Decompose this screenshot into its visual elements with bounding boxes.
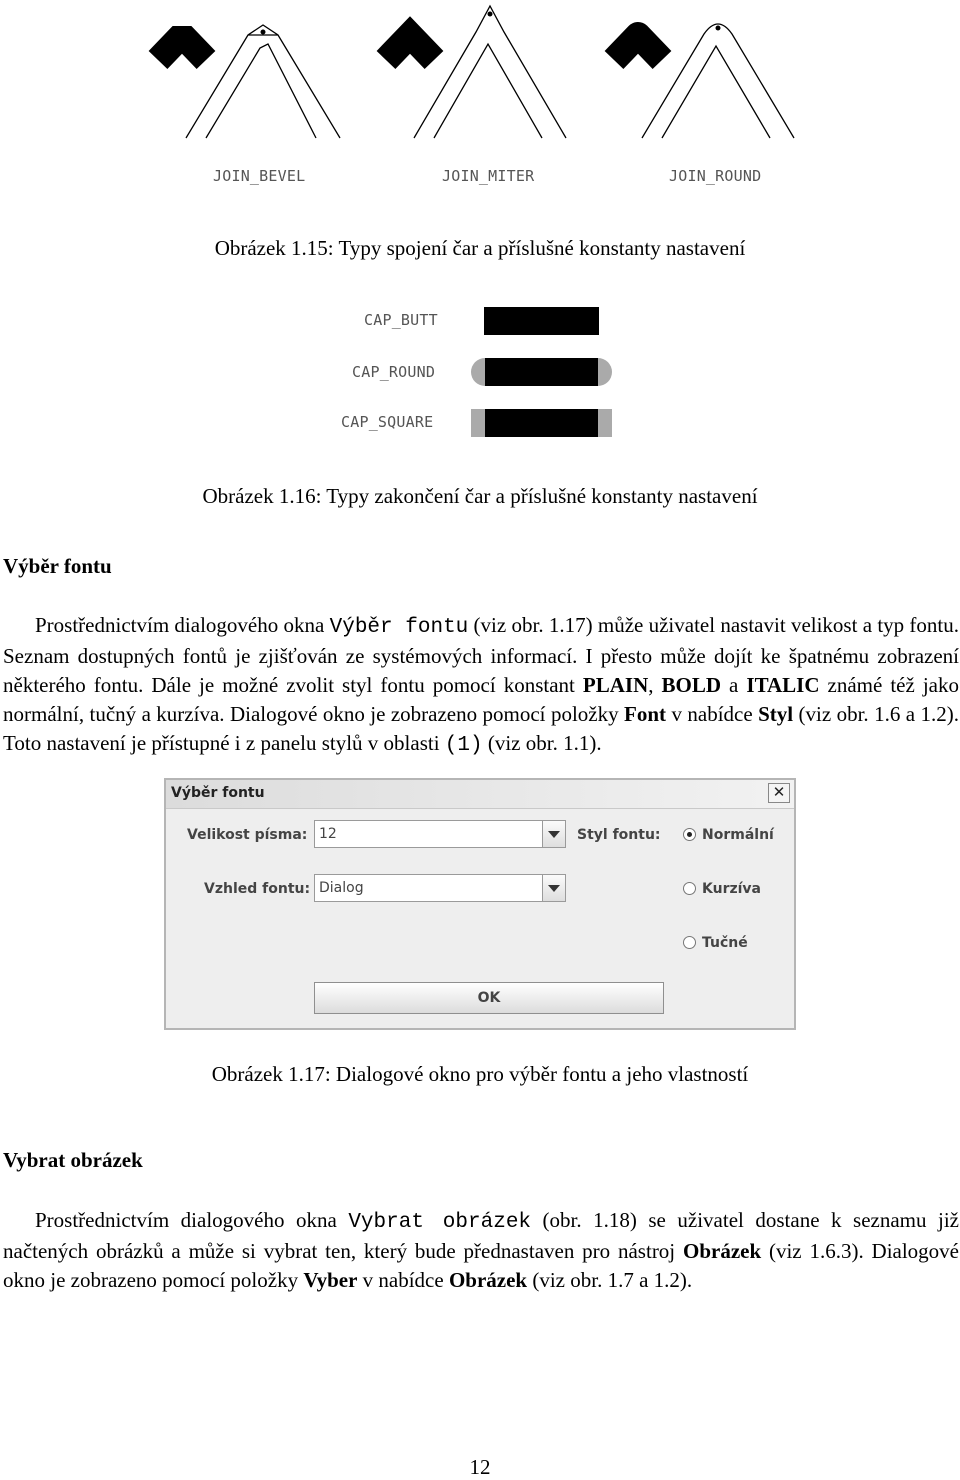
- code-vyber-fontu: Výběr fontu: [329, 616, 469, 639]
- font-size-combo[interactable]: [314, 820, 566, 848]
- join-types-figure: [140, 0, 830, 160]
- image-paragraph: Prostřednictvím dialogového okna Vybrat obrázek (obr. 1.18) se uživatel dostane k seznamu již načtených obrázků a může si vybrat ten, který bude přednastaven pro nástroj Obrázek (viz 1.6.3). Dialogové okno je zobrazeno pomocí položky Vyber v nabídce Obrázek (viz obr. 1.7 a 1.2).: [3, 1208, 960, 1292]
- cap-square-label: CAP_SQUARE: [341, 413, 434, 431]
- radio-italic[interactable]: [683, 882, 696, 895]
- chevron-down-icon[interactable]: [542, 875, 565, 901]
- close-icon[interactable]: ✕: [768, 783, 790, 803]
- font-size-value: 12: [319, 826, 337, 842]
- dialog-title-bar: [166, 780, 794, 809]
- cap-butt-label: CAP_BUTT: [364, 311, 438, 329]
- join-miter-label: JOIN_MITER: [442, 167, 535, 185]
- join-miter-outline: [414, 6, 566, 138]
- radio-bold-label[interactable]: Tučné: [702, 935, 748, 951]
- cap-round-bar: [485, 358, 598, 386]
- font-style-label: Styl fontu:: [577, 827, 661, 843]
- join-miter-thick-line: [386, 35, 434, 60]
- cap-butt-bar: [484, 307, 599, 335]
- join-round-label: JOIN_ROUND: [669, 167, 762, 185]
- code-vybrat-obrazek: Vybrat obrázek: [348, 1211, 532, 1234]
- radio-normal-label[interactable]: Normální: [702, 827, 774, 843]
- section-heading-font: Výběr fontu: [3, 554, 112, 578]
- radio-bold[interactable]: [683, 936, 696, 949]
- font-look-combo[interactable]: [314, 874, 566, 902]
- join-round-thick-line: [614, 35, 662, 60]
- chevron-down-icon[interactable]: [542, 821, 565, 847]
- join-bevel-outline: [186, 25, 340, 138]
- section-heading-image: Vybrat obrázek: [3, 1148, 143, 1172]
- join-bevel-label: JOIN_BEVEL: [213, 167, 306, 185]
- figure-16-caption: Obrázek 1.16: Typy zakončení čar a příslušné konstanty nastavení: [202, 484, 758, 508]
- join-round-outline: [642, 24, 794, 138]
- join-bevel-thick-line: [158, 35, 206, 60]
- page-number: 12: [469, 1455, 491, 1479]
- font-dialog: [164, 778, 796, 1030]
- figure-17-caption: Obrázek 1.17: Dialogové okno pro výběr fontu a jeho vlastností: [211, 1062, 749, 1086]
- figure-15-caption: Obrázek 1.15: Typy spojení čar a příslušné konstanty nastavení: [214, 236, 746, 260]
- font-size-label: Velikost písma:: [187, 827, 308, 843]
- ok-button[interactable]: OK: [314, 982, 664, 1014]
- font-look-value: Dialog: [319, 880, 364, 896]
- radio-italic-label[interactable]: Kurzíva: [702, 881, 761, 897]
- font-paragraph: Prostřednictvím dialogového okna Výběr fontu (viz obr. 1.17) může uživatel nastavit velikost a typ fontu. Seznam dostupných fontů je zjišťován ze systémových informací. I přesto může dojít ke špatnému zobrazení některého fontu. Dále je možné zvolit styl fontu pomocí konstant PLAIN, BOLD a ITALIC známé též jako normální, tučný a kurzíva. Dialogové okno je zobrazeno pomocí položky Font v nabídce Styl (viz obr. 1.6 a 1.2). Toto nastavení je přístupné i z panelu stylů v oblasti (1) (viz obr. 1.1).: [3, 613, 960, 757]
- cap-round-label: CAP_ROUND: [352, 363, 436, 381]
- font-look-label: Vzhled fontu:: [204, 881, 311, 897]
- cap-square-bar: [485, 409, 598, 437]
- dialog-title: Výběr fontu: [171, 785, 265, 801]
- radio-normal[interactable]: [683, 828, 696, 841]
